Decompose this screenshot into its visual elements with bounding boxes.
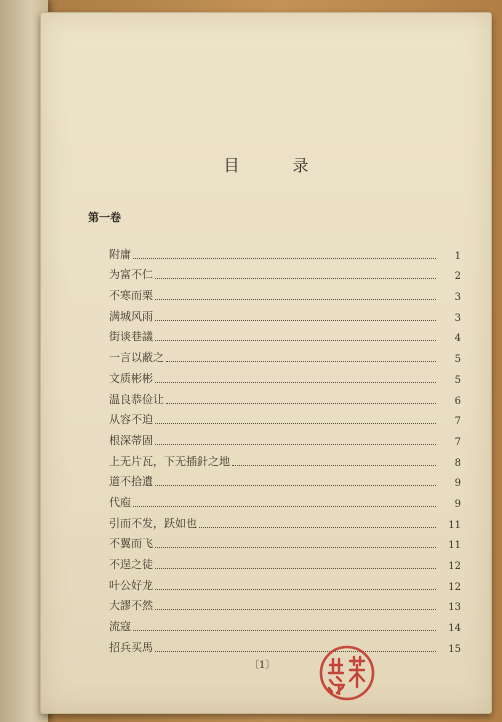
dot-leader xyxy=(155,589,436,590)
toc-entry xyxy=(109,303,461,324)
toc-entry xyxy=(109,613,461,634)
book-page xyxy=(40,12,492,714)
toc-entry xyxy=(109,427,461,448)
dot-leader xyxy=(166,361,436,362)
toc-entry xyxy=(109,510,461,531)
toc-entry xyxy=(109,593,461,614)
dot-leader xyxy=(133,258,436,259)
toc-entry-page: 11 xyxy=(448,540,461,552)
toc-entry xyxy=(109,344,461,365)
toc-entry-page: 12 xyxy=(448,561,461,572)
dot-leader xyxy=(155,278,436,279)
toc-entry xyxy=(109,572,461,593)
toc-entry-page: 1 xyxy=(454,250,461,262)
toc-entry-title: 温良恭俭让 xyxy=(109,392,164,406)
toc-entry xyxy=(109,324,461,345)
toc-entry-page: 9 xyxy=(454,478,461,490)
dot-leader xyxy=(166,403,436,404)
volume-heading: 第一卷 xyxy=(88,211,121,224)
toc-entry xyxy=(109,551,461,572)
toc-entry-title: 附庸 xyxy=(109,247,131,261)
toc-entry-page: 5 xyxy=(454,374,461,386)
toc-entry xyxy=(109,282,461,303)
toc-entry-page: 3 xyxy=(454,312,461,324)
toc-entry-title: 引而不发，跃如也 xyxy=(109,516,197,530)
dot-leader xyxy=(155,547,436,548)
toc-entry-title: 不翼而飞 xyxy=(109,537,153,551)
dot-leader xyxy=(155,340,436,341)
dot-leader xyxy=(199,527,436,528)
toc-entry-page: 7 xyxy=(454,436,461,448)
toc-entry-page: 5 xyxy=(454,354,461,366)
toc-entry-page: 6 xyxy=(454,395,461,407)
page-title: 目 录 xyxy=(223,156,333,175)
toc-entry-page: 14 xyxy=(448,623,461,635)
toc-entry-title: 叶公好龙 xyxy=(109,578,153,592)
dot-leader xyxy=(155,568,436,569)
toc-entry-title: 从容不迫 xyxy=(109,413,153,427)
toc-entry xyxy=(109,531,461,552)
table-of-contents xyxy=(109,241,461,655)
toc-entry xyxy=(109,489,461,510)
toc-entry-title: 不逞之徒 xyxy=(109,558,153,571)
toc-entry-page: 13 xyxy=(448,602,461,614)
toc-entry xyxy=(109,407,461,428)
dot-leader xyxy=(155,299,436,300)
toc-entry xyxy=(109,448,461,469)
seal-stamp xyxy=(317,643,377,703)
toc-entry xyxy=(109,241,461,262)
toc-entry-title: 流寇 xyxy=(109,620,131,634)
toc-entry xyxy=(109,634,461,655)
toc-entry-page: 2 xyxy=(454,271,461,283)
toc-entry-title: 代庖 xyxy=(109,495,131,509)
toc-entry-title: 街谈巷議 xyxy=(109,330,153,344)
dot-leader xyxy=(155,320,436,321)
toc-entry-page: 11 xyxy=(448,519,461,531)
toc-entry-page: 3 xyxy=(454,292,461,304)
dot-leader xyxy=(133,506,436,507)
toc-entry xyxy=(109,469,461,490)
dot-leader xyxy=(155,485,436,486)
dot-leader xyxy=(155,444,436,445)
toc-entry-page: 4 xyxy=(454,333,461,345)
dot-leader xyxy=(155,609,436,610)
dot-leader xyxy=(155,651,436,652)
page-number: 〔1〕 xyxy=(249,660,276,671)
toc-entry-title: 大謬不然 xyxy=(109,599,153,613)
toc-entry-title: 一言以蔽之 xyxy=(109,351,164,365)
toc-entry-page: 9 xyxy=(454,498,461,510)
toc-entry-title: 招兵买馬 xyxy=(109,640,153,654)
toc-entry xyxy=(109,365,461,386)
toc-entry xyxy=(109,262,461,283)
toc-entry xyxy=(109,386,461,407)
toc-entry-title: 不寒而栗 xyxy=(109,289,153,303)
toc-entry-title: 根深蒂固 xyxy=(109,433,153,447)
toc-entry-title: 为富不仁 xyxy=(109,268,153,282)
toc-entry-page: 15 xyxy=(448,643,461,655)
toc-entry-title: 上无片瓦，下无插針之地 xyxy=(109,454,230,468)
dot-leader xyxy=(155,423,436,424)
dot-leader xyxy=(133,630,436,631)
toc-entry-title: 道不拾遺 xyxy=(109,475,153,489)
dot-leader xyxy=(155,382,436,383)
toc-entry-title: 文质彬彬 xyxy=(109,371,153,385)
dot-leader xyxy=(232,465,436,466)
toc-entry-title: 满城风雨 xyxy=(109,309,153,323)
toc-entry-page: 7 xyxy=(454,416,461,428)
toc-entry-page: 12 xyxy=(448,581,461,593)
toc-entry-page: 8 xyxy=(454,457,461,469)
